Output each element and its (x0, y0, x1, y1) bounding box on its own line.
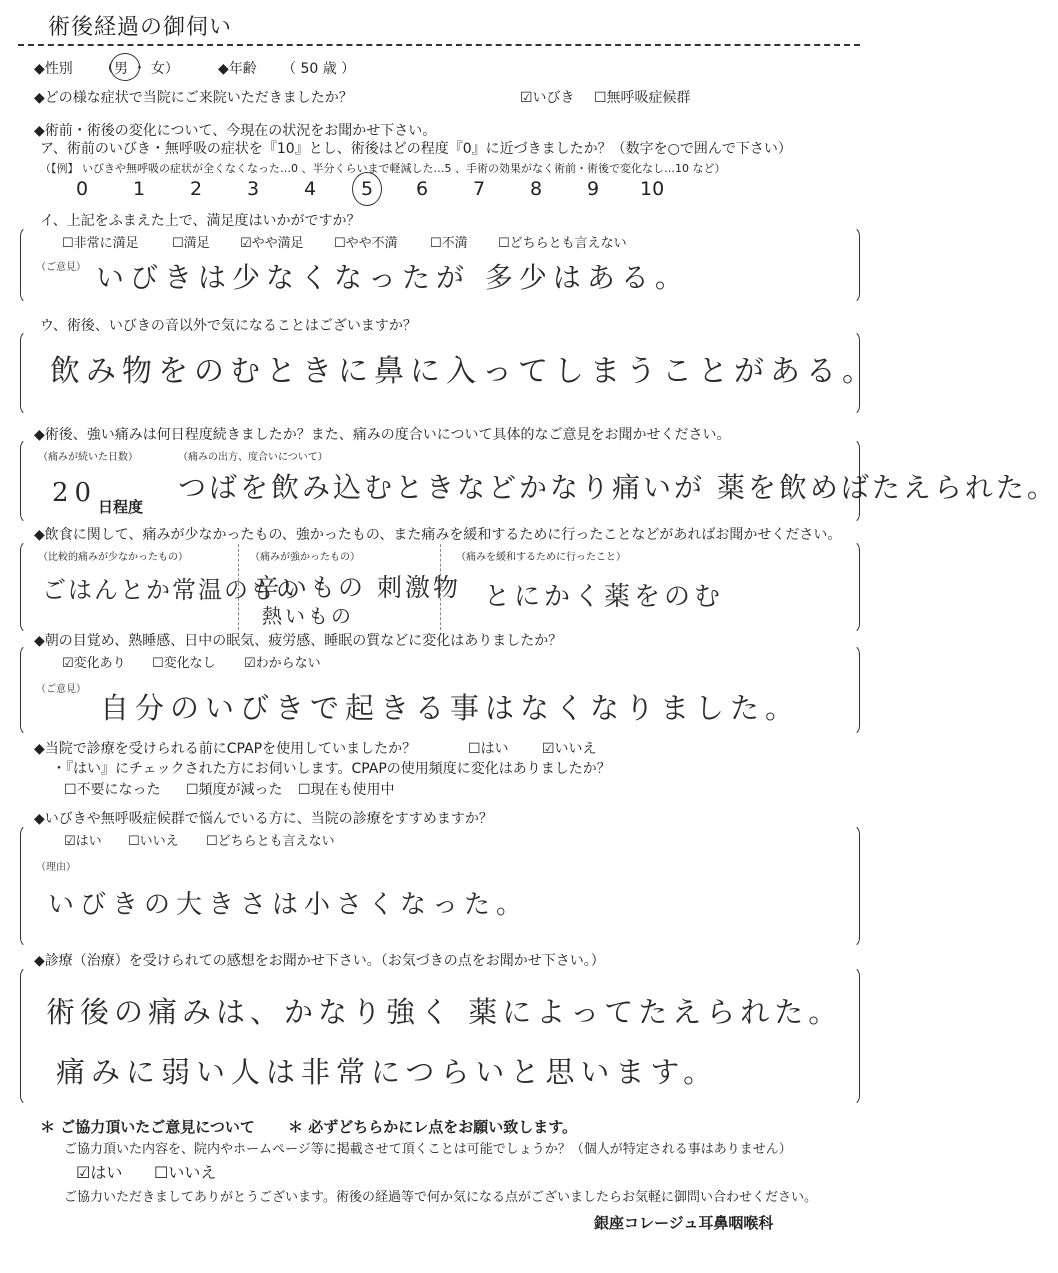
scale-7[interactable]: 7 (473, 178, 486, 200)
satisfaction-option-somewhat-dis[interactable]: ☐やや不満 (334, 236, 398, 251)
pain-days-value: 20 (52, 478, 98, 508)
cpap-option-yes[interactable]: ☐はい (468, 741, 509, 757)
scale-5[interactable]: 5 (361, 178, 374, 200)
food-divider-1 (238, 544, 239, 630)
symptom-option-apnea[interactable]: ☐無呼吸症候群 (594, 90, 691, 106)
footer-consent: ご協力頂いた内容を、院内やホームページ等に掲載させて頂くことは可能でしょうか？（個人が特定される事はありません） (64, 1142, 792, 1157)
satisfaction-option-somewhat[interactable]: ☑やや満足 (240, 236, 304, 251)
scale-6[interactable]: 6 (416, 178, 429, 200)
other-question: ウ、術後、いびきの音以外で気になることはございますか？ (40, 318, 417, 334)
change-example: （【例】 いびきや無呼吸の症状が全くなくなった…0 、半分くらいまで軽減した…5 、手術の効果がなく術前・術後で変化なし…10 など） (40, 162, 726, 175)
cpap-question: ◆当院で診療を受けられる前にCPAPを使用していましたか？ (34, 741, 417, 757)
pain-days-unit: 日程度 (98, 498, 144, 516)
scale-selected-circle (352, 172, 382, 206)
footer-option-no[interactable]: ☐いいえ (154, 1163, 217, 1182)
scale-4[interactable]: 4 (304, 178, 317, 200)
recommend-answer: いびきの大きさは小さくなった。 (48, 890, 529, 920)
pain-detail-label: （痛みの出方、度合いについて） (178, 452, 328, 463)
age-value: （ 50 歳 ） (282, 61, 356, 77)
scale-2[interactable]: 2 (190, 178, 203, 200)
food-divider-2 (440, 544, 441, 630)
satisfaction-opinion-label: （ご意見） (36, 262, 86, 273)
food-strong-answer-2: 熱いもの (262, 604, 354, 628)
sleep-option-unknown[interactable]: ☑わからない (244, 656, 321, 671)
impression-answer-2: 痛みに弱い人は非常につらいと思います。 (56, 1055, 719, 1089)
gender-label: ◆性別 (34, 61, 73, 77)
scale-10[interactable]: 10 (640, 178, 665, 200)
satisfaction-option-very[interactable]: ☐非常に満足 (62, 236, 139, 251)
age-label: ◆年齢 (218, 61, 257, 77)
food-strong-label: （痛みが強かったもの） (250, 552, 360, 563)
other-answer: 飲み物をのむときに鼻に入ってしまうことがある。 (50, 354, 878, 389)
food-question: ◆飲食に関して、痛みが少なかったもの、強かったもの、また痛みを緩和するために行ったことなどがあればお聞かせください。 (34, 527, 842, 543)
sleep-opinion-label: （ご意見） (36, 684, 86, 695)
cpap-sub-option-2[interactable]: ☐頻度が減った (186, 782, 283, 798)
satisfaction-option-neither[interactable]: ☐どちらとも言えない (498, 236, 627, 251)
change-question: ◆術前・術後の変化について、今現在の状況をお聞かせ下さい。 (34, 123, 437, 139)
sleep-option-changed[interactable]: ☑変化あり (62, 656, 126, 671)
gender-value: （男 ・ 女） (100, 61, 179, 77)
impression-answer-1: 術後の痛みは、かなり強く 薬によってたえられた。 (46, 995, 843, 1029)
cpap-sub-option-1[interactable]: ☐不要になった (64, 782, 161, 798)
pain-detail-answer: つばを飲み込むときなどかなり痛いが 薬を飲めばたえられた。 (178, 471, 1058, 504)
food-relief-label: （痛みを緩和するために行ったこと） (456, 552, 626, 563)
satisfaction-answer: いびきは少なくなったが 多少はある。 (96, 261, 689, 294)
scale-9[interactable]: 9 (587, 178, 600, 200)
page-title: 術後経過の御伺い (48, 15, 233, 40)
pain-days-label: （痛みが続いた日数） (38, 452, 138, 463)
title-divider (18, 44, 860, 46)
satisfaction-option-dis[interactable]: ☐不満 (430, 236, 468, 251)
recommend-reason-label: （理由） (36, 862, 76, 873)
recommend-option-yes[interactable]: ☑はい (64, 834, 102, 849)
recommend-option-no[interactable]: ☐いいえ (128, 834, 179, 849)
footer-note-1: ＊ ご協力頂いたご意見について (40, 1118, 255, 1136)
sleep-question: ◆朝の目覚め、熟睡感、日中の眠気、疲労感、睡眠の質などに変化はありましたか？ (34, 633, 563, 649)
scale-8[interactable]: 8 (530, 178, 543, 200)
impression-question: ◆診療（治療）を受けられての感想をお聞かせ下さい。（お気づきの点をお聞かせ下さい。） (34, 953, 605, 969)
gender-circle (110, 53, 140, 81)
footer-note-2: ＊ 必ずどちらかにレ点をお願い致します。 (288, 1118, 578, 1136)
food-strong-answer: 辛いもの 刺激物 (254, 573, 461, 602)
food-relief-answer: とにかく薬をのむ (484, 582, 725, 612)
food-less-answer: ごはんとか常温のもの (42, 576, 302, 604)
cpap-sub-question: ・『はい』にチェックされた方にお伺いします。CPAPの使用頻度に変化はありましたか？ (52, 761, 611, 777)
symptom-question: ◆どの様な症状で当院にご来院いただきましたか？ (34, 90, 353, 106)
footer-option-yes[interactable]: ☑はい (76, 1163, 123, 1182)
sleep-option-nochange[interactable]: ☐変化なし (152, 656, 216, 671)
satisfaction-question: イ、上記をふまえた上で、満足度はいかがですか？ (40, 213, 361, 229)
cpap-option-no[interactable]: ☑いいえ (542, 741, 597, 757)
scale-3[interactable]: 3 (247, 178, 260, 200)
recommend-option-neither[interactable]: ☐どちらとも言えない (206, 834, 335, 849)
footer-thanks: ご協力いただきましてありがとうございます。術後の経過等で何か気になる点がございましたらお気軽に御問い合わせください。 (64, 1190, 817, 1205)
pain-question: ◆術後、強い痛みは何日程度続きましたか？また、痛みの度合いについて具体的なご意見をお聞かせください。 (34, 427, 731, 443)
change-sub-question: ア、術前のいびき・無呼吸の症状を『10』とし、術後はどの程度『0』に近づきましたか？（数字を○で囲んで下さい） (40, 141, 792, 157)
satisfaction-option-satisfied[interactable]: ☐満足 (172, 236, 210, 251)
sleep-answer: 自分のいびきで起きる事はなくなりました。 (100, 691, 801, 725)
scale-1[interactable]: 1 (133, 178, 146, 200)
scale-0[interactable]: 0 (76, 178, 89, 200)
clinic-name: 銀座コレージュ耳鼻咽喉科 (594, 1214, 774, 1232)
cpap-sub-option-3[interactable]: ☐現在も使用中 (298, 782, 395, 798)
food-less-label: （比較的痛みが少なかったもの） (38, 552, 188, 563)
symptom-option-snoring[interactable]: ☑いびき (520, 90, 575, 106)
recommend-question: ◆いびきや無呼吸症候群で悩んでいる方に、当院の診療をすすめますか？ (34, 811, 493, 827)
